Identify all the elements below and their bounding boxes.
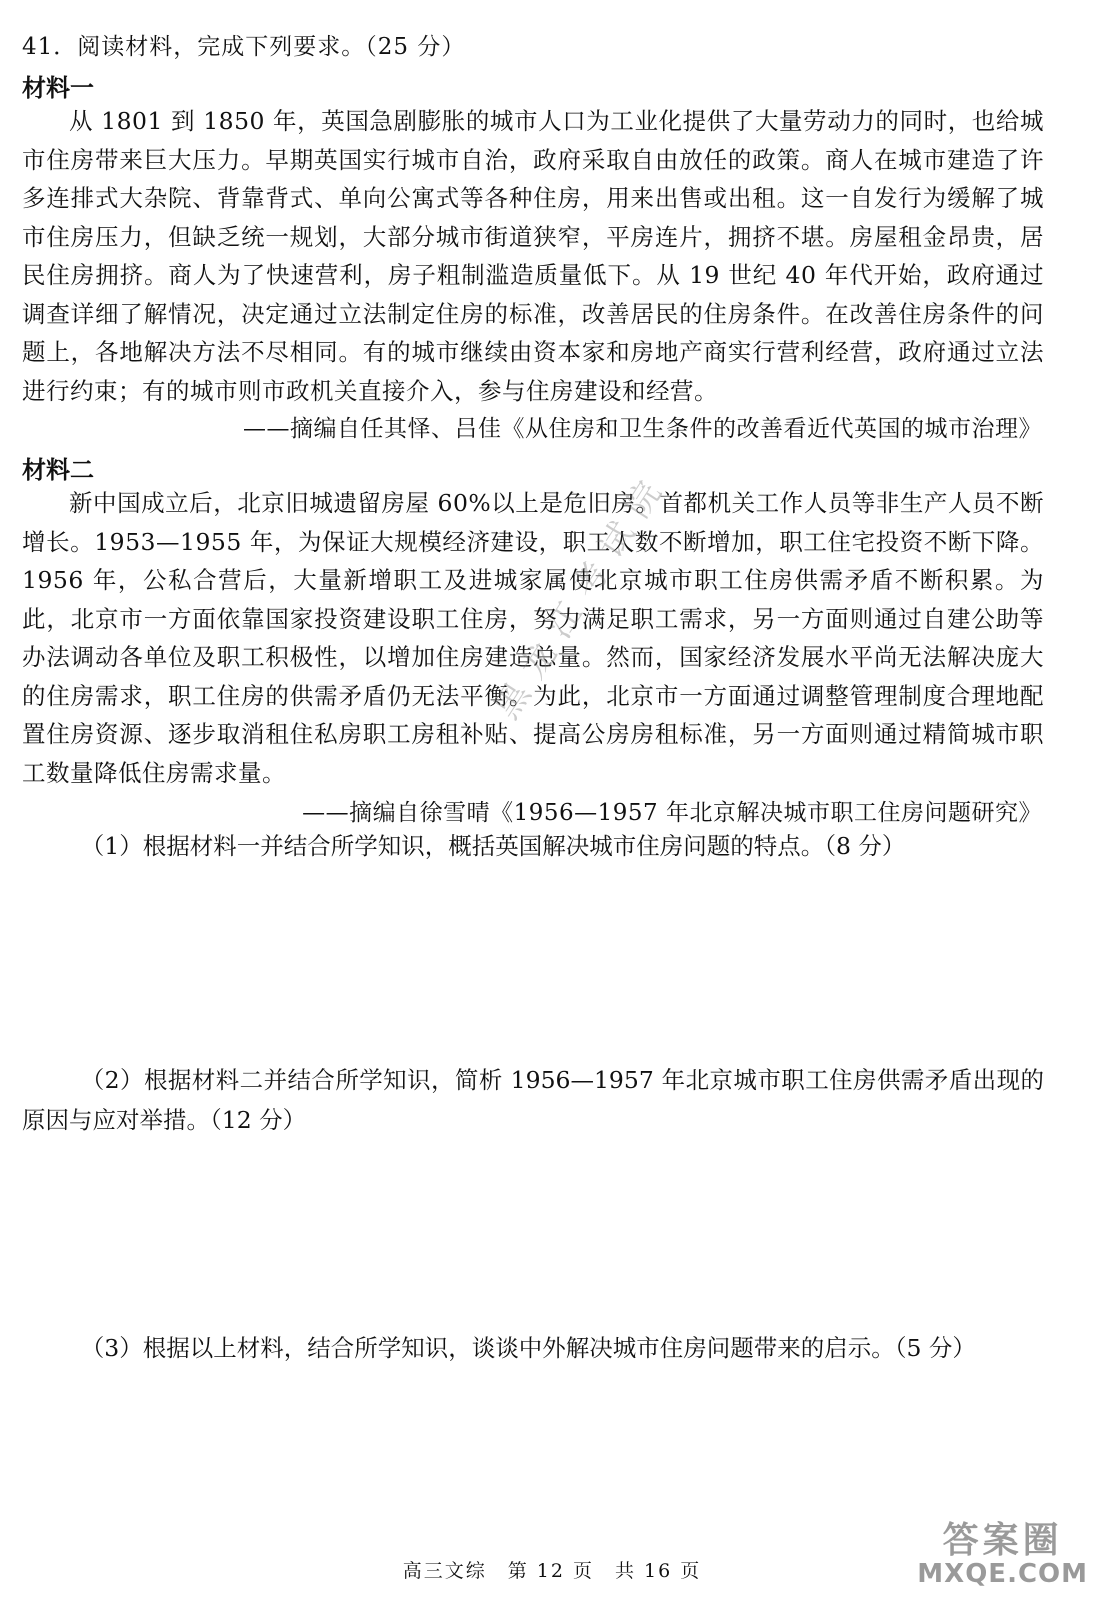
material-2-heading: 材料二 xyxy=(22,455,94,484)
page-footer: 高三文综 第 12 页 共 16 页 xyxy=(402,1560,702,1582)
subquestion-1: （1）根据材料一并结合所学知识，概括英国解决城市住房问题的特点。（8 分） xyxy=(80,832,906,860)
material-1-source: ——摘编自任其怿、吕佳《从住房和卫生条件的改善看近代英国的城市治理》 xyxy=(243,416,1042,442)
site-logo xyxy=(917,1512,1088,1589)
logo-chinese-text: 答案圈 xyxy=(942,1520,1063,1561)
question-title: 41．阅读材料，完成下列要求。（25 分） xyxy=(22,34,466,60)
subquestion-3: （3）根据以上材料，结合所学知识，谈谈中外解决城市住房问题带来的启示。（5 分） xyxy=(80,1334,976,1362)
material-2-source: ——摘编自徐雪晴《1956—1957 年北京解决城市职工住房问题研究》 xyxy=(302,800,1042,826)
material-1-text: 从 1801 到 1850 年，英国急剧膨胀的城市人口为工业化提供了大量劳动力的同时，也给城市住房带来巨大压力。早期英国实行城市自治，政府采取自由放任的政策。商人在城市建造了许多连排式大杂院、背靠背式、单向公寓式等各种住房，用来出售或出租。这一自发行为缓解了城市住房压力，但缺乏统一规划，大部分城市街道狭窄，平房连片，拥挤不堪。房屋租金昂贵，居民住房拥挤。商人为了快速营利，房子粗制滥造质量低下。从 19 世纪 40 年代开始，政府通过调查详细了解情况，决定通过立法制定住房的标准，改善居民的住房条件。在改善住房条件的问题上，各地解决方法不尽相同。有的城市继续由资本家和房地产商实行营利经营，政府通过立法进行约束；有的城市则市政机关直接介入，参与住房建设和经营。 xyxy=(22,107,1044,405)
material-2-text: 新中国成立后，北京旧城遗留房屋 60%以上是危旧房。首都机关工作人员等非生产人员不断增长。1953—1955 年，为保证大规模经济建设，职工人数不断增加，职工住宅投资不断下降。1956 年，公私合营后，大量新增职工及进城家属使北京城市职工住房供需矛盾不断积累。为此，北京市一方面依靠国家投资建设职工住房，努力满足职工需求，另一方面则通过自建公助等办法调动各单位及职工积极性，以增加住房建造总量。然而，国家经济发展水平尚无法解决庞大的住房需求，职工住房的供需矛盾仍无法平衡。为此，北京市一方面通过调整管理制度合理地配置住房资源、逐步取消租住私房职工房租补贴、提高公房房租标准，另一方面则通过精简城市职工数量降低住房需求量。 xyxy=(22,489,1044,787)
material-1-heading: 材料一 xyxy=(22,73,94,102)
subquestion-2: （2）根据材料二并结合所学知识，简析 1956—1957 年北京城市职工住房供需矛盾出现的原因与应对举措。（12 分） xyxy=(22,1066,1044,1134)
logo-english-text: MXQE.COM xyxy=(917,1559,1088,1589)
watermark: 黑龙江考试院 xyxy=(486,462,678,727)
